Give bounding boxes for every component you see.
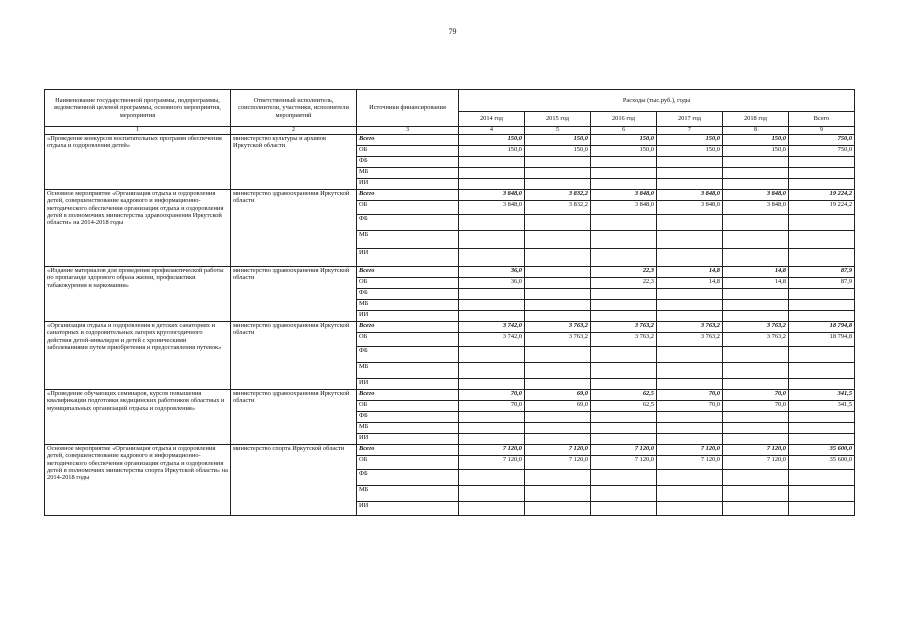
expense-value (657, 231, 723, 249)
expense-value: 87,9 (789, 278, 855, 289)
expense-value: 70,0 (459, 390, 525, 401)
funding-source: ИИ (357, 379, 459, 390)
measure-executor: министерство культуры и архивов Иркутской области (231, 135, 357, 190)
expense-value (525, 423, 591, 434)
expense-value (459, 379, 525, 390)
expense-value: 7 120,0 (657, 456, 723, 470)
expense-value (459, 423, 525, 434)
expense-value: 62,5 (591, 401, 657, 412)
expense-value (657, 412, 723, 423)
funding-source: МБ (357, 300, 459, 311)
expense-value (789, 434, 855, 445)
expense-value (525, 231, 591, 249)
expense-value (525, 311, 591, 322)
funding-source: МБ (357, 363, 459, 379)
expense-value: 19 224,2 (789, 201, 855, 215)
column-number: 8 (723, 127, 789, 135)
funding-source: Всего (357, 390, 459, 401)
expense-value (723, 486, 789, 502)
expense-value: 14,8 (657, 278, 723, 289)
expense-value: 150,0 (525, 146, 591, 157)
expense-value: 35 600,0 (789, 456, 855, 470)
funding-source: Всего (357, 135, 459, 146)
column-number: 2 (231, 127, 357, 135)
expense-value (459, 289, 525, 300)
expense-value (459, 347, 525, 363)
expense-value (591, 168, 657, 179)
expense-value (591, 311, 657, 322)
expense-value (657, 379, 723, 390)
expense-value: 70,0 (723, 390, 789, 401)
measure-name: Основное мероприятие «Организация отдыха и оздоровления детей, совершенствование кадрового и информационно-методического обеспечения организации отдыха и оздоровления детей в полномочиях министерства спорта Иркутской области» на 2014-2018 годы (45, 445, 231, 516)
expense-value: 3 763,2 (723, 333, 789, 347)
expense-value: 62,5 (591, 390, 657, 401)
expense-value (657, 423, 723, 434)
expense-value (789, 215, 855, 231)
expense-value (723, 215, 789, 231)
expense-value: 3 832,2 (525, 201, 591, 215)
funding-source: ОБ (357, 333, 459, 347)
expense-value (789, 249, 855, 267)
expense-value (525, 347, 591, 363)
expense-value (525, 215, 591, 231)
measure-name: «Проведение обучающих семинаров, курсов повышения квалификации подготовки медицинских работников областных и муниципальных организаций отдыха и оздоровления» (45, 390, 231, 445)
expense-value (459, 300, 525, 311)
header-year: 2018 год (723, 112, 789, 127)
expense-value (591, 179, 657, 190)
measure-executor: министерство здравоохранения Иркутской области (231, 267, 357, 322)
expense-value (591, 486, 657, 502)
expense-value (657, 434, 723, 445)
expense-value (459, 470, 525, 486)
expense-value: 150,0 (657, 135, 723, 146)
expense-value (789, 231, 855, 249)
funding-source: МБ (357, 231, 459, 249)
expense-value: 150,0 (459, 146, 525, 157)
expense-value: 341,5 (789, 390, 855, 401)
expense-value (657, 470, 723, 486)
expense-value (789, 300, 855, 311)
column-number: 3 (357, 127, 459, 135)
funding-source: ФБ (357, 157, 459, 168)
table-row (45, 267, 855, 278)
expense-value (789, 486, 855, 502)
expense-value (591, 215, 657, 231)
expense-value (657, 502, 723, 516)
page-number: 79 (448, 27, 457, 36)
expense-value (525, 363, 591, 379)
expense-value (657, 179, 723, 190)
funding-source: МБ (357, 423, 459, 434)
expense-value (591, 289, 657, 300)
expense-value (459, 168, 525, 179)
measure-name: «Организация отдыха и оздоровления в детских санаториях и санаторных и оздоровительных лагерях круглогодичного действия детей-инвалидов и детей с хроническими заболеваниями путем приобретения и предоставления путевок» (45, 322, 231, 390)
expense-value (789, 289, 855, 300)
expense-value: 7 120,0 (525, 456, 591, 470)
header-year: 2014 год (459, 112, 525, 127)
expense-value (789, 379, 855, 390)
expense-value: 150,0 (525, 135, 591, 146)
funding-source: МБ (357, 168, 459, 179)
funding-source: ФБ (357, 289, 459, 300)
expense-value (525, 434, 591, 445)
column-number: 1 (45, 127, 231, 135)
expense-value (525, 179, 591, 190)
expense-value (789, 157, 855, 168)
expense-value: 3 742,0 (459, 333, 525, 347)
column-number: 7 (657, 127, 723, 135)
expense-value: 7 120,0 (723, 445, 789, 456)
expense-value (789, 311, 855, 322)
funding-source: ОБ (357, 401, 459, 412)
table-row (45, 445, 855, 456)
expense-value (591, 300, 657, 311)
expense-value: 3 848,0 (459, 201, 525, 215)
expense-value: 3 763,2 (525, 333, 591, 347)
expense-value (459, 231, 525, 249)
expense-value (525, 267, 591, 278)
header-executor: Ответственный исполнитель, соисполнители, участники, исполнители мероприятий (231, 90, 357, 127)
expense-value (591, 157, 657, 168)
measure-executor: министерство здравоохранения Иркутской области (231, 322, 357, 390)
table-row (45, 390, 855, 401)
expense-value: 3 763,2 (591, 322, 657, 333)
expense-value: 18 794,8 (789, 333, 855, 347)
expense-value (459, 412, 525, 423)
expense-value (459, 502, 525, 516)
measure-executor: министерство здравоохранения Иркутской области (231, 390, 357, 445)
funding-source: ФБ (357, 215, 459, 231)
expense-value (459, 179, 525, 190)
expense-value (591, 470, 657, 486)
expense-value (723, 379, 789, 390)
expense-value: 3 848,0 (459, 190, 525, 201)
expense-value (657, 311, 723, 322)
expense-value: 70,0 (657, 390, 723, 401)
column-number: 4 (459, 127, 525, 135)
expense-value: 7 120,0 (591, 445, 657, 456)
expense-value (591, 502, 657, 516)
header-funding-source: Источники финансирования (357, 90, 459, 127)
expense-value: 3 848,0 (657, 190, 723, 201)
table-row (45, 322, 855, 333)
expense-value: 3 848,0 (723, 190, 789, 201)
column-number: 6 (591, 127, 657, 135)
expense-value: 35 600,0 (789, 445, 855, 456)
expense-value (657, 486, 723, 502)
expense-value (525, 300, 591, 311)
expense-value (459, 311, 525, 322)
expense-value (657, 347, 723, 363)
expense-value (723, 289, 789, 300)
measure-executor: министерство спорта Иркутской области (231, 445, 357, 516)
expense-value (723, 470, 789, 486)
expense-value: 3 848,0 (591, 190, 657, 201)
expense-value (459, 363, 525, 379)
expense-value: 22,3 (591, 267, 657, 278)
expense-value: 69,0 (525, 390, 591, 401)
expense-value (723, 168, 789, 179)
expense-value (657, 157, 723, 168)
funding-source: ИИ (357, 249, 459, 267)
measure-name: Основное мероприятие «Организация отдыха и оздоровления детей, совершенствование кадрового и информационно-методического обеспечения организации отдыха и оздоровления детей в полномочиях министерства здравоохранения Иркутской области» на 2014-2018 годы (45, 190, 231, 267)
expense-value (789, 179, 855, 190)
expense-value: 70,0 (459, 401, 525, 412)
funding-source: МБ (357, 486, 459, 502)
expense-value (591, 231, 657, 249)
expense-value (525, 278, 591, 289)
expense-value: 3 763,2 (525, 322, 591, 333)
expense-value (723, 434, 789, 445)
expense-value: 7 120,0 (459, 456, 525, 470)
expense-value: 7 120,0 (525, 445, 591, 456)
expense-value: 14,8 (723, 267, 789, 278)
expense-value (591, 423, 657, 434)
expense-value (789, 423, 855, 434)
expense-value (789, 412, 855, 423)
expense-value (789, 168, 855, 179)
expense-value (723, 157, 789, 168)
expense-value: 7 120,0 (657, 445, 723, 456)
expense-value: 150,0 (459, 135, 525, 146)
expense-value (723, 502, 789, 516)
measure-name: «Издание материалов для проведения профилактической работы по пропаганде здорового образа жизни, профилактики табакокурения и наркомании» (45, 267, 231, 322)
funding-source: ИИ (357, 179, 459, 190)
expense-value: 36,0 (459, 278, 525, 289)
header-year: Всего (789, 112, 855, 127)
header-year: 2016 год (591, 112, 657, 127)
expense-value: 14,8 (657, 267, 723, 278)
funding-source: ОБ (357, 278, 459, 289)
expense-value: 3 763,2 (591, 333, 657, 347)
expense-value (657, 289, 723, 300)
funding-source: ИИ (357, 434, 459, 445)
expense-value (525, 470, 591, 486)
expense-value (591, 249, 657, 267)
expense-value (789, 347, 855, 363)
expense-value: 70,0 (657, 401, 723, 412)
expense-value: 3 742,0 (459, 322, 525, 333)
expense-value (789, 363, 855, 379)
expense-value: 3 848,0 (723, 201, 789, 215)
expense-value: 3 763,2 (657, 333, 723, 347)
expense-value: 150,0 (657, 146, 723, 157)
expense-value: 19 224,2 (789, 190, 855, 201)
expense-value (723, 311, 789, 322)
expense-value (723, 231, 789, 249)
header-year: 2015 год (525, 112, 591, 127)
expense-value (723, 363, 789, 379)
expense-value: 3 763,2 (657, 322, 723, 333)
expense-value (657, 249, 723, 267)
expense-value (591, 379, 657, 390)
expense-value (525, 486, 591, 502)
expense-value (591, 412, 657, 423)
expense-value (657, 363, 723, 379)
expense-value: 22,3 (591, 278, 657, 289)
funding-source: Всего (357, 267, 459, 278)
expense-value (723, 249, 789, 267)
measure-executor: министерство здравоохранения Иркутской области (231, 190, 357, 267)
expense-value (789, 502, 855, 516)
expense-value: 7 120,0 (459, 445, 525, 456)
expense-value: 14,8 (723, 278, 789, 289)
expense-value (459, 215, 525, 231)
column-number: 9 (789, 127, 855, 135)
expense-value (657, 215, 723, 231)
expense-value: 3 832,2 (525, 190, 591, 201)
funding-source: ОБ (357, 456, 459, 470)
expense-value (723, 179, 789, 190)
table-row (45, 190, 855, 201)
expense-value (525, 379, 591, 390)
expense-value (525, 157, 591, 168)
funding-source: ИИ (357, 502, 459, 516)
expense-value: 3 848,0 (591, 201, 657, 215)
header-year: 2017 год (657, 112, 723, 127)
funding-source: ФБ (357, 412, 459, 423)
funding-source: ФБ (357, 347, 459, 363)
expense-value (525, 168, 591, 179)
expense-value (591, 363, 657, 379)
expense-value (591, 347, 657, 363)
expense-value: 150,0 (591, 146, 657, 157)
expense-value: 36,0 (459, 267, 525, 278)
expense-value: 3 848,0 (657, 201, 723, 215)
expense-value (459, 486, 525, 502)
column-number: 5 (525, 127, 591, 135)
expense-value: 150,0 (723, 146, 789, 157)
expense-value: 750,0 (789, 146, 855, 157)
expense-value: 150,0 (723, 135, 789, 146)
expense-value (525, 249, 591, 267)
funding-source: Всего (357, 190, 459, 201)
budget-table (44, 89, 855, 516)
expense-value (591, 434, 657, 445)
expense-value: 87,9 (789, 267, 855, 278)
expense-value (459, 434, 525, 445)
expense-value: 7 120,0 (723, 456, 789, 470)
expense-value (723, 347, 789, 363)
funding-source: ИИ (357, 311, 459, 322)
expense-value: 7 120,0 (591, 456, 657, 470)
expense-value (525, 502, 591, 516)
expense-value: 70,0 (723, 401, 789, 412)
expense-value (459, 249, 525, 267)
expense-value (723, 423, 789, 434)
expense-value: 69,0 (525, 401, 591, 412)
funding-source: ОБ (357, 201, 459, 215)
header-program-name: Наименование государственной программы, подпрограммы, ведомственной целевой программы, основного мероприятия, мероприятия (45, 90, 231, 127)
expense-value (657, 300, 723, 311)
funding-source: ФБ (357, 470, 459, 486)
expense-value: 750,0 (789, 135, 855, 146)
expense-value: 3 763,2 (723, 322, 789, 333)
expense-value: 18 794,8 (789, 322, 855, 333)
header-expenses: Расходы (тыс.руб.), годы (459, 90, 855, 112)
expense-value: 150,0 (591, 135, 657, 146)
table-row (45, 135, 855, 146)
expense-value (459, 157, 525, 168)
funding-source: Всего (357, 322, 459, 333)
expense-value (525, 412, 591, 423)
expense-value (657, 168, 723, 179)
expense-value (723, 300, 789, 311)
funding-source: ОБ (357, 146, 459, 157)
measure-name: «Проведение конкурсов воспитательных программ обеспечения отдыха и оздоровления детей» (45, 135, 231, 190)
expense-value (525, 289, 591, 300)
expense-value: 341,5 (789, 401, 855, 412)
funding-source: Всего (357, 445, 459, 456)
expense-value (789, 470, 855, 486)
expense-value (723, 412, 789, 423)
